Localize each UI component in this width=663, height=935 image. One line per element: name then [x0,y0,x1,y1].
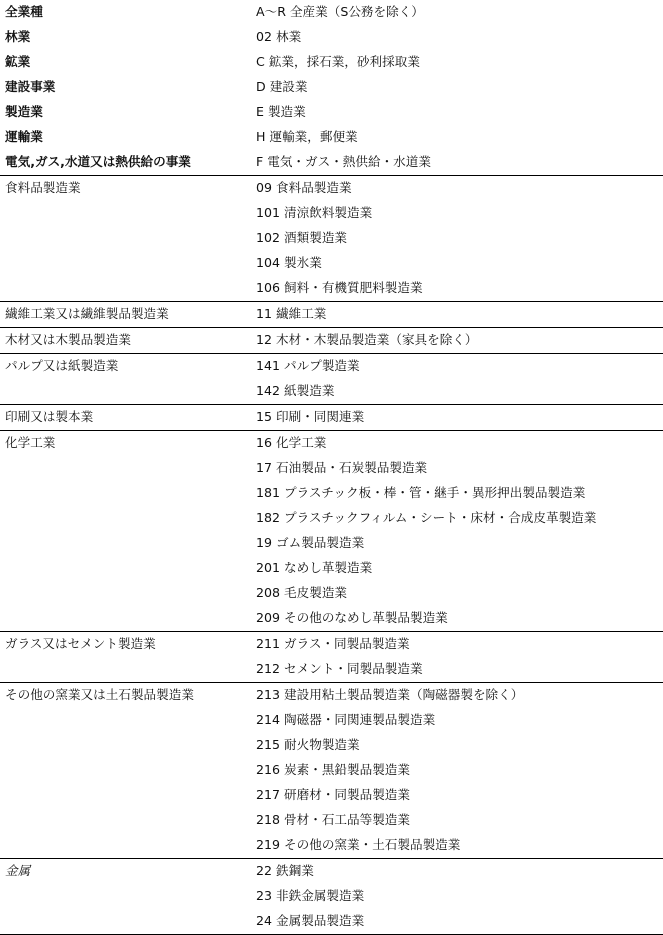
industry-cell: その他の窯業又は土石製品製造業 [0,683,251,709]
industry-cell [0,506,251,531]
code-cell: 212 セメント・同製品製造業 [256,661,423,676]
table-row [0,50,663,75]
code-cell: 219 その他の窯業・土石製品製造業 [256,837,461,852]
industry-cell: 製造業 [5,104,43,119]
table-row [0,125,663,150]
code-cell: H 運輸業，郵便業 [256,129,358,144]
table-row [0,884,663,909]
industry-cell [0,226,251,251]
industry-cell: 建設事業 [5,79,56,94]
industry-cell [0,606,251,632]
industry-cell [0,708,251,733]
code-cell: 216 炭素・黒鉛製品製造業 [256,762,410,777]
industry-cell [0,581,251,606]
code-cell: 101 清涼飲料製造業 [256,205,373,220]
industry-cell [0,909,251,935]
code-cell: 15 印刷・同関連業 [251,405,663,431]
industry-cell: 鉱業 [5,54,31,69]
industry-cell [0,884,251,909]
code-cell: 218 骨材・石工品等製造業 [256,812,410,827]
table-row [0,657,663,683]
table-row [0,431,663,457]
code-cell: D 建設業 [256,79,308,94]
table-row [0,708,663,733]
industry-cell: 食料品製造業 [0,176,251,202]
code-cell: 09 食料品製造業 [251,176,663,202]
table-row [0,506,663,531]
code-cell: 24 金属製品製造業 [251,909,663,935]
code-cell: 16 化学工業 [251,431,663,457]
industry-cell: 金属 [0,859,251,885]
code-cell: 02 林業 [256,29,302,44]
industry-cell [0,481,251,506]
code-cell: 209 その他のなめし革製品製造業 [256,610,448,625]
code-cell: 141 パルプ製造業 [251,354,663,380]
code-cell: E 製造業 [256,104,306,119]
industry-cell [0,456,251,481]
industry-cell [0,758,251,783]
table-row [0,581,663,606]
industry-cell: パルプ又は紙製造業 [0,354,251,380]
industry-cell: 繊維工業又は繊維製品製造業 [0,302,251,328]
code-cell: 106 飼料・有機質肥料製造業 [256,280,423,295]
code-cell: 201 なめし革製造業 [256,560,373,575]
industry-cell: 電気,ガス,水道又は熱供給の事業 [5,154,191,169]
industry-cell [0,201,251,226]
industry-cell: 化学工業 [0,431,251,457]
code-cell: A～R 全産業（S公務を除く） [256,4,424,19]
industry-cell [0,783,251,808]
code-cell: 214 陶磁器・同関連製品製造業 [256,712,436,727]
industry-cell: 印刷又は製本業 [0,405,251,431]
industry-cell [0,808,251,833]
table-row [0,201,663,226]
table-row [0,632,663,658]
code-cell: F 電気・ガス・熱供給・水道業 [256,154,431,169]
code-cell: 217 研磨材・同製品製造業 [256,787,410,802]
code-cell: 211 ガラス・同製品製造業 [251,632,663,658]
code-cell: 182 プラスチックフィルム・シート・床材・合成皮革製造業 [256,510,597,525]
table-row [0,25,663,50]
table-row [0,176,663,202]
table-row [0,302,663,328]
code-cell: 23 非鉄金属製造業 [256,888,365,903]
table-row [0,481,663,506]
industry-cell: 全業種 [5,4,43,19]
table-row [0,683,663,709]
industry-cell: 林業 [5,29,31,44]
industry-cell [0,531,251,556]
table-row [0,251,663,276]
code-cell: 12 木材・木製品製造業（家具を除く） [251,328,663,354]
table-row [0,75,663,100]
code-cell: 215 耐火物製造業 [256,737,360,752]
industry-cell [0,276,251,302]
code-cell: 213 建設用粘土製品製造業（陶磁器製を除く） [251,683,663,709]
table-row [0,733,663,758]
table-row [0,328,663,354]
code-cell: 17 石油製品・石炭製品製造業 [256,460,428,475]
industry-cell [0,833,251,859]
industry-cell [0,657,251,683]
industry-cell: 運輸業 [5,129,43,144]
table-row [0,226,663,251]
table-row [0,808,663,833]
industry-cell [0,379,251,405]
table-row [0,833,663,859]
industry-cell: ガラス又はセメント製造業 [0,632,251,658]
table-row [0,354,663,380]
code-cell: 22 鉄鋼業 [251,859,663,885]
industry-cell [0,251,251,276]
table-row [0,100,663,125]
table-row [0,606,663,632]
code-cell: C 鉱業，採石業，砂利採取業 [256,54,420,69]
code-cell: 142 紙製造業 [256,383,335,398]
table-row [0,456,663,481]
code-cell: 208 毛皮製造業 [256,585,348,600]
table-row [0,276,663,302]
table-row [0,531,663,556]
table-row [0,379,663,405]
table-row [0,909,663,935]
table-row [0,556,663,581]
code-cell: 11 繊維工業 [251,302,663,328]
table-row [0,758,663,783]
table-row [0,150,663,176]
code-cell: 102 酒類製造業 [256,230,348,245]
code-cell: 104 製氷業 [256,255,322,270]
table-row [0,405,663,431]
industry-cell [0,733,251,758]
industry-cell: 木材又は木製品製造業 [0,328,251,354]
table-row [0,859,663,885]
table-row [0,0,663,25]
industry-cell [0,556,251,581]
table-row [0,783,663,808]
code-cell: 181 プラスチック板・棒・管・継手・異形押出製品製造業 [256,485,586,500]
code-cell: 19 ゴム製品製造業 [256,535,365,550]
